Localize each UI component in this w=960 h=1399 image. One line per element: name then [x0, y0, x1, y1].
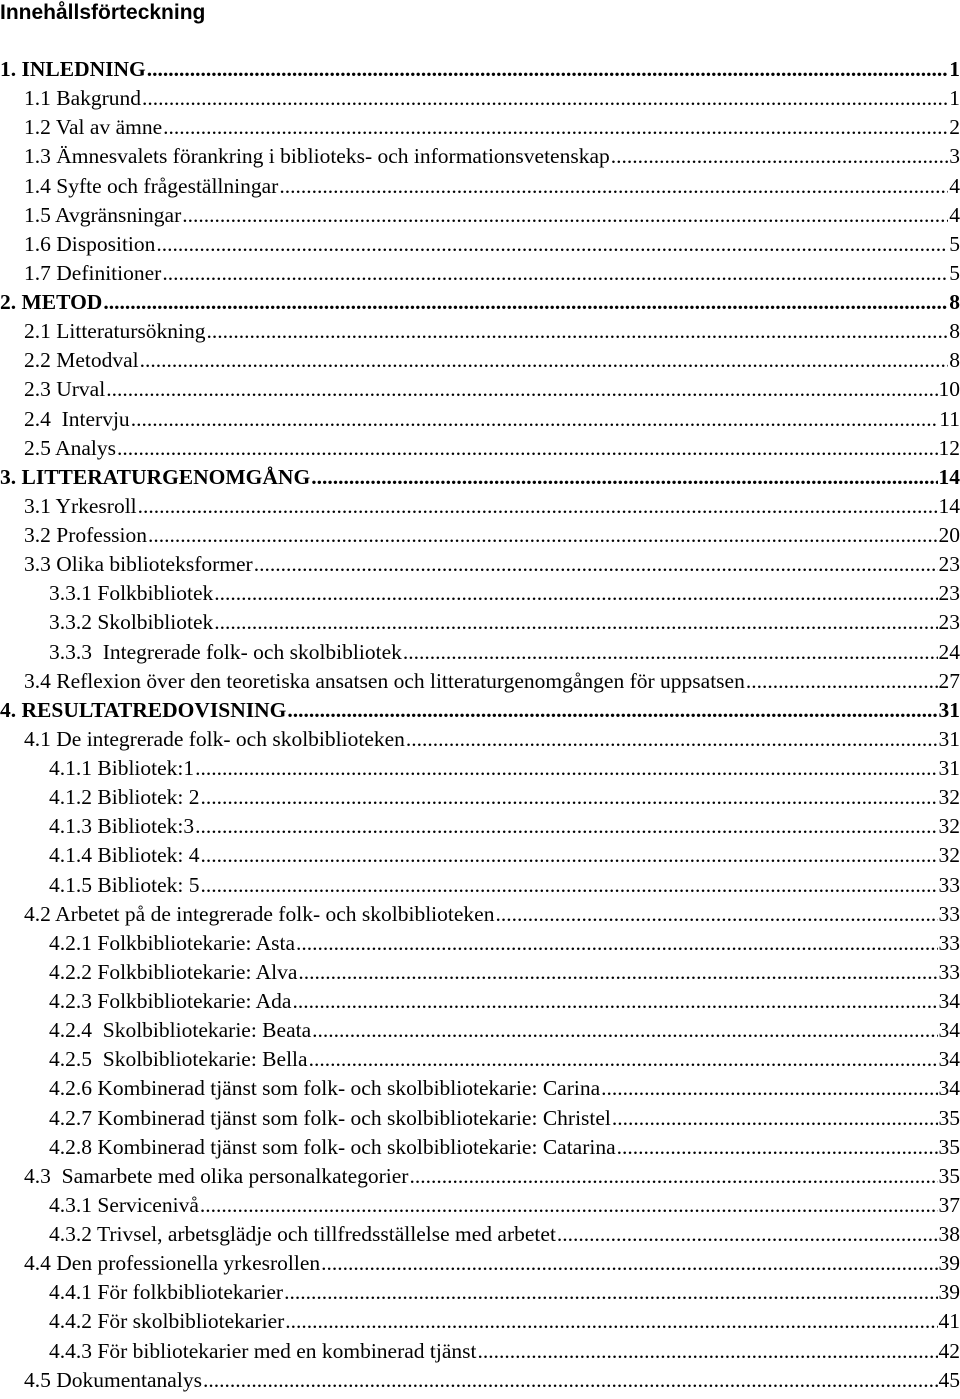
toc-entry-page-number: 37 [938, 1192, 960, 1217]
toc-entry[interactable] [0, 201, 960, 230]
toc-dot-leader [131, 405, 939, 434]
toc-entry[interactable] [0, 1366, 960, 1395]
toc-entry[interactable] [0, 1278, 960, 1307]
toc-entry-title: 3.4 Reflexion över den teoretiska ansatsen och litteraturgenomgången för uppsatsen [24, 668, 745, 693]
toc-entry-page-number: 45 [938, 1367, 960, 1392]
toc-entry-page-number: 41 [938, 1309, 960, 1334]
toc-entry-title: 4.1.3 Bibliotek:3 [49, 814, 195, 839]
toc-entry-title: 1. INLEDNING [0, 57, 146, 81]
toc-entry-title: 4.3.2 Trivsel, arbetsglädje och tillfredsställelse med arbetet [49, 1222, 556, 1246]
toc-entry-page-number: 23 [938, 552, 960, 577]
toc-entry-page-number: 20 [938, 523, 960, 547]
toc-entry[interactable] [0, 375, 960, 404]
toc-entry[interactable] [0, 1074, 960, 1103]
toc-entry[interactable] [0, 1249, 960, 1278]
toc-entry-page-number: 34 [938, 1018, 960, 1043]
toc-entry-title: 4. RESULTATREDOVISNING [0, 697, 287, 722]
toc-entry-title: 4.4.2 För skolbibliotekarier [49, 1309, 285, 1334]
toc-entry-title: 2.5 Analys [24, 435, 116, 460]
toc-entry[interactable] [0, 550, 960, 579]
toc-entry[interactable] [0, 929, 960, 958]
toc-entry-page-number: 38 [938, 1222, 960, 1246]
toc-entry[interactable] [0, 1133, 960, 1162]
toc-entry-page-number: 32 [938, 814, 960, 839]
toc-entry-page-number: 27 [938, 668, 960, 693]
toc-entry[interactable] [0, 696, 960, 725]
toc-entry-title: 3.3.1 Folkbibliotek [49, 581, 214, 606]
toc-entry-page-number: 39 [938, 1280, 960, 1305]
toc-entry-page-number: 33 [938, 901, 960, 926]
toc-entry-title: 4.4 Den professionella yrkesrollen [24, 1251, 321, 1276]
toc-dot-leader [746, 667, 938, 696]
toc-entry-title: 3.3.2 Skolbibliotek [49, 610, 214, 635]
toc-entry-page-number: 35 [938, 1105, 960, 1130]
toc-dot-leader [138, 492, 938, 521]
toc-entry[interactable] [0, 638, 960, 667]
toc-dot-leader [195, 812, 937, 841]
toc-dot-leader [478, 1337, 938, 1366]
toc-dot-leader [612, 1104, 938, 1133]
toc-entry-page-number: 33 [938, 959, 960, 984]
toc-entry-page-number: 10 [938, 377, 960, 402]
toc-dot-leader [106, 375, 937, 404]
toc-entry-title: 4.3 Samarbete med olika personalkategorier [24, 1163, 409, 1188]
toc-entry[interactable] [0, 958, 960, 987]
toc-entry[interactable] [0, 259, 960, 288]
toc-dot-leader [292, 987, 937, 1016]
toc-entry-page-number: 8 [949, 319, 960, 344]
toc-dot-leader [103, 288, 948, 317]
toc-dot-leader [207, 317, 949, 346]
toc-entry-title: 1.1 Bakgrund [24, 86, 142, 111]
toc-entry-title: 1.6 Disposition [24, 231, 156, 256]
toc-entry-title: 1.5 Avgränsningar [24, 202, 182, 227]
toc-entry-page-number: 3 [949, 144, 960, 169]
toc-dot-leader [406, 725, 938, 754]
toc-dot-leader [117, 434, 938, 463]
toc-entry-title: 3.1 Yrkesroll [24, 493, 137, 518]
toc-entry-page-number: 33 [938, 930, 960, 955]
toc-dot-leader [156, 230, 948, 259]
toc-entry-page-number: 12 [938, 435, 960, 460]
toc-entry-title: 2.4 Intervju [24, 406, 130, 431]
toc-entry[interactable] [0, 288, 960, 317]
toc-entry[interactable] [0, 1045, 960, 1074]
toc-entry-title: 4.2.8 Kombinerad tjänst som folk- och skolbibliotekarie: Catarina [49, 1134, 616, 1159]
toc-dot-leader [601, 1074, 937, 1103]
toc-dot-leader [214, 579, 937, 608]
toc-entry[interactable] [0, 434, 960, 463]
toc-entry[interactable] [0, 317, 960, 346]
page-title: Innehållsförteckning [0, 1, 206, 24]
toc-entry[interactable] [0, 667, 960, 696]
toc-entry-title: 2.3 Urval [24, 377, 106, 402]
toc-entry-page-number: 34 [938, 989, 960, 1013]
toc-entry-title: 1.4 Syfte och frågeställningar [24, 173, 279, 198]
toc-entry-page-number: 33 [938, 872, 960, 897]
toc-entry-page-number: 8 [949, 290, 960, 314]
toc-entry[interactable] [0, 608, 960, 637]
toc-entry[interactable] [0, 1307, 960, 1336]
toc-entry[interactable] [0, 987, 960, 1016]
table-of-contents [0, 55, 960, 1395]
toc-entry[interactable] [0, 1016, 960, 1045]
toc-entry-title: 2. METOD [0, 290, 103, 314]
toc-dot-leader [254, 550, 938, 579]
toc-dot-leader [284, 1278, 937, 1307]
toc-entry-page-number: 2 [949, 115, 960, 140]
toc-entry-page-number: 32 [938, 785, 960, 810]
toc-entry-title: 1.3 Ämnesvalets förankring i biblioteks- och informationsvetenskap [24, 144, 610, 169]
toc-entry[interactable] [0, 172, 960, 201]
toc-entry-page-number: 32 [938, 843, 960, 868]
toc-entry-title: 4.4.3 För bibliotekarier med en kombinerad tjänst [49, 1338, 477, 1363]
toc-dot-leader [311, 463, 937, 492]
toc-dot-leader [617, 1133, 938, 1162]
toc-dot-leader [201, 783, 938, 812]
toc-dot-leader [611, 142, 949, 171]
toc-dot-leader [287, 696, 937, 725]
toc-entry-page-number: 24 [938, 639, 960, 664]
toc-entry-title: 4.5 Dokumentanalys [24, 1367, 202, 1392]
toc-dot-leader [279, 172, 948, 201]
toc-entry-title: 3.3.3 Integrerade folk- och skolbibliotek [49, 639, 402, 664]
toc-entry-page-number: 34 [938, 1076, 960, 1101]
toc-entry-page-number: 14 [938, 493, 960, 518]
toc-dot-leader [201, 871, 938, 900]
toc-entry[interactable] [0, 55, 960, 84]
toc-dot-leader [403, 638, 938, 667]
toc-dot-leader [140, 346, 949, 375]
toc-dot-leader [296, 929, 937, 958]
toc-entry-title: 4.2.7 Kombinerad tjänst som folk- och skolbibliotekarie: Christel [49, 1105, 611, 1130]
toc-entry-title: 3. LITTERATURGENOMGÅNG [0, 464, 311, 489]
toc-entry-title: 4.2.6 Kombinerad tjänst som folk- och skolbibliotekarie: Carina [49, 1076, 601, 1101]
toc-entry[interactable] [0, 346, 960, 375]
toc-entry[interactable] [0, 579, 960, 608]
toc-entry-title: 2.2 Metodval [24, 348, 139, 373]
toc-entry-page-number: 35 [938, 1163, 960, 1188]
toc-entry-page-number: 14 [938, 464, 960, 489]
toc-entry-title: 3.2 Profession [24, 523, 148, 547]
toc-dot-leader [309, 1045, 938, 1074]
toc-entry-page-number: 1 [949, 57, 960, 81]
toc-entry-title: 1.7 Definitioner [24, 260, 162, 285]
toc-entry[interactable] [0, 1191, 960, 1220]
toc-entry-title: 4.2.5 Skolbibliotekarie: Bella [49, 1047, 308, 1072]
toc-entry-title: 4.3.1 Servicenivå [49, 1192, 199, 1217]
toc-entry-page-number: 4 [949, 202, 960, 227]
toc-entry-title: 4.4.1 För folkbibliotekarier [49, 1280, 284, 1305]
toc-entry-title: 4.2.4 Skolbibliotekarie: Beata [49, 1018, 312, 1043]
toc-dot-leader [200, 1191, 938, 1220]
toc-entry[interactable] [0, 113, 960, 142]
toc-dot-leader [214, 608, 937, 637]
toc-entry[interactable] [0, 405, 960, 434]
toc-dot-leader [182, 201, 948, 230]
toc-entry-title: 4.2 Arbetet på de integrerade folk- och skolbiblioteken [24, 901, 495, 926]
toc-entry[interactable] [0, 142, 960, 171]
toc-entry[interactable] [0, 463, 960, 492]
toc-entry-title: 4.1.5 Bibliotek: 5 [49, 872, 200, 897]
toc-dot-leader [147, 55, 949, 84]
toc-entry-page-number: 5 [949, 231, 960, 256]
toc-entry-page-number: 31 [938, 756, 960, 780]
toc-dot-leader [203, 1366, 938, 1395]
toc-entry[interactable] [0, 1162, 960, 1191]
toc-entry-page-number: 35 [938, 1134, 960, 1159]
toc-dot-leader [298, 958, 937, 987]
toc-entry[interactable] [0, 754, 960, 783]
toc-entry[interactable] [0, 1337, 960, 1366]
toc-entry-title: 4.1.2 Bibliotek: 2 [49, 785, 200, 810]
toc-entry[interactable] [0, 521, 960, 550]
toc-dot-leader [495, 900, 937, 929]
toc-entry-page-number: 42 [938, 1338, 960, 1363]
toc-dot-leader [557, 1220, 938, 1249]
toc-entry[interactable] [0, 84, 960, 113]
toc-entry-page-number: 31 [938, 726, 960, 751]
toc-entry-title: 4.2.3 Folkbibliotekarie: Ada [49, 989, 292, 1013]
toc-entry[interactable] [0, 1104, 960, 1133]
toc-entry-page-number: 1 [949, 86, 960, 111]
toc-dot-leader [142, 84, 948, 113]
toc-entry[interactable] [0, 841, 960, 870]
toc-entry-title: 3.3 Olika biblioteksformer [24, 552, 253, 577]
toc-entry-page-number: 34 [938, 1047, 960, 1072]
toc-dot-leader [201, 841, 938, 870]
toc-entry[interactable] [0, 492, 960, 521]
toc-dot-leader [148, 521, 937, 550]
toc-entry-page-number: 4 [949, 173, 960, 198]
toc-entry[interactable] [0, 812, 960, 841]
toc-entry[interactable] [0, 725, 960, 754]
toc-entry-page-number: 31 [938, 697, 960, 722]
toc-entry[interactable] [0, 871, 960, 900]
toc-entry-title: 4.1 De integrerade folk- och skolbiblioteken [24, 726, 405, 751]
toc-entry-title: 1.2 Val av ämne [24, 115, 163, 140]
toc-entry-title: 4.2.2 Folkbibliotekarie: Alva [49, 959, 298, 984]
toc-dot-leader [321, 1249, 937, 1278]
toc-entry-page-number: 5 [949, 260, 960, 285]
toc-dot-leader [409, 1162, 937, 1191]
toc-entry-page-number: 23 [938, 581, 960, 606]
toc-entry[interactable] [0, 783, 960, 812]
toc-dot-leader [285, 1307, 937, 1336]
toc-dot-leader [312, 1016, 937, 1045]
toc-entry-page-number: 8 [949, 348, 960, 373]
toc-entry-title: 2.1 Litteratursökning [24, 319, 206, 344]
toc-entry-page-number: 11 [939, 406, 960, 431]
toc-entry-title: 4.1.4 Bibliotek: 4 [49, 843, 200, 868]
toc-entry[interactable] [0, 230, 960, 259]
toc-entry-title: 4.1.1 Bibliotek:1 [49, 756, 195, 780]
toc-dot-leader [162, 259, 948, 288]
toc-dot-leader [163, 113, 948, 142]
toc-entry[interactable] [0, 900, 960, 929]
toc-entry-title: 4.2.1 Folkbibliotekarie: Asta [49, 930, 296, 955]
toc-entry-page-number: 23 [938, 610, 960, 635]
toc-dot-leader [195, 754, 937, 783]
toc-entry[interactable] [0, 1220, 960, 1249]
toc-entry-page-number: 39 [938, 1251, 960, 1276]
